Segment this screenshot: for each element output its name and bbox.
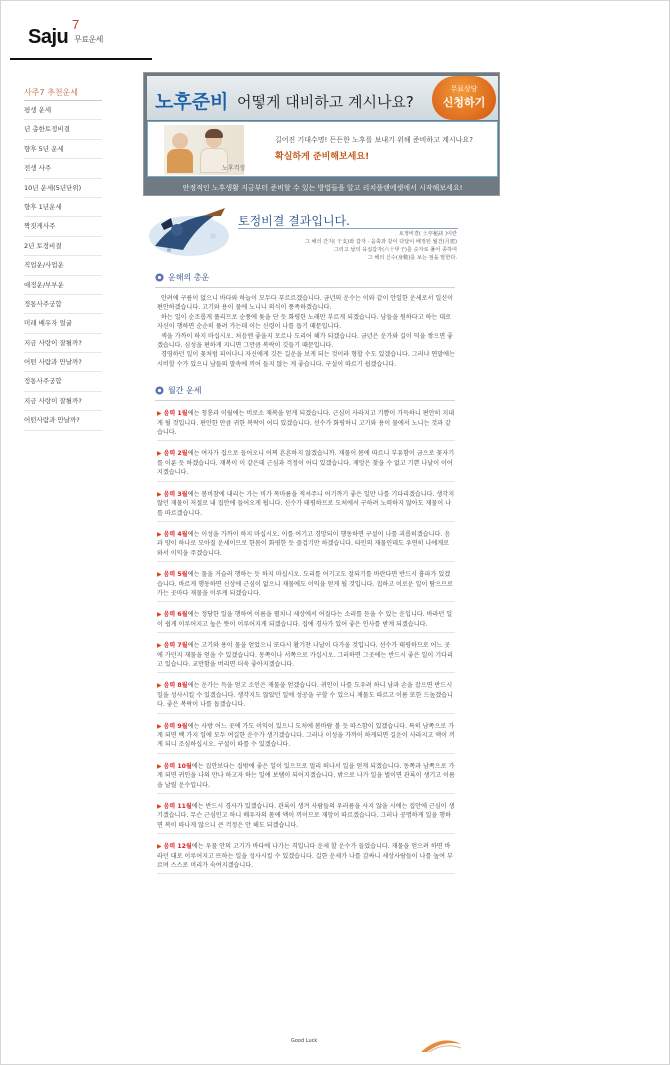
banner-middle: [147, 121, 498, 177]
section-title-total-text: 운해의 총운: [168, 272, 210, 282]
consult-apply-button[interactable]: [432, 76, 496, 120]
month-text: 에는 물을 거슬러 행하는 듯 하지 마십시오. 도리를 어기고도 잘되기를 바란다면 반드시 흉파가 있겠습니다. 바르게 행동하면 신상에 근심이 없으니 재물에도 이익을 얻게 될 것입니다. 집하고 이로운 일이 탐으므로 가는 곳마다 재물을 이루게 되겠습니다.: [157, 571, 453, 597]
sidebar-item[interactable]: 정통사주궁합: [24, 295, 102, 314]
info-line: 그 해의 신수(身數)를 보는 점을 말한다.: [367, 255, 457, 261]
month-divider: [157, 793, 455, 794]
month-divider: [157, 873, 455, 874]
section-title-monthly: [155, 383, 463, 397]
month-fortune-item: [157, 842, 455, 874]
arrow-bullet-icon: ▶: [157, 722, 164, 730]
couple-photo: [164, 125, 244, 175]
month-text: 에는 집안보다는 집밖에 좋은 일이 있으므로 멀리 떠나서 일을 얻게 되겠습니다. 동쪽과 남쪽으로 가게 되면 귀인을 나의 만나 하고자 하는 일에 보탬이 되어지겠습니다. 밖으로 나가 일을 벌이면 관록이 생기고 이름을 날릴 운수입니다.: [157, 762, 455, 789]
woman-hair: [205, 129, 223, 138]
month-fortune-item: [157, 530, 455, 562]
arrow-bullet-icon: ▶: [157, 843, 164, 851]
month-divider: [157, 481, 455, 482]
arrow-bullet-icon: ▶: [157, 490, 164, 498]
month-divider: [157, 440, 455, 441]
month-fortune-item: [157, 762, 455, 794]
month-text: 에는 여자가 집으로 들어오니 어찌 흔흔하지 않겠습니까. 재물이 몸에 따르니 부유함이 금으로 꽃자기를 이룬 듯 하겠습니다. 재복이 이 같은데 근심과 걱정이 어디 있겠습니다. 재앙은 찾을 수 없고 기쁜 나날이 이어지겠습니다.: [157, 450, 455, 477]
sidebar-item[interactable]: 2년 토정비결: [24, 237, 102, 256]
sidebar-item[interactable]: 짝짓게사주: [24, 217, 102, 236]
month-divider: [157, 601, 455, 602]
month-text: 에는 봄비참에 내리는 가는 비가 목마름을 적셔주니 어기까기 좋은 일만 나를 기다리겠습니다. 생각지 않던 재물이 저절로 내 집안에 들어오게 됩니다. 신수가 태평하므로 도처에서 구하려 노력하지 않아도 재물이 나를 따르겠습니다.: [157, 490, 455, 517]
arrow-bullet-icon: ▶: [157, 682, 164, 690]
result-header: [143, 202, 463, 264]
section-title-total: [155, 270, 463, 284]
month-divider: [157, 833, 455, 834]
arrow-bullet-icon: ▶: [157, 450, 164, 458]
banner-title-main: 노후준비: [155, 91, 229, 113]
month-fortune-item: [157, 802, 455, 834]
month-divider: [157, 521, 455, 522]
month-text: 에는 정당한 일을 행하여 이름을 펼치니 세상에서 어질다는 소리를 듣을 수 있는 운입니다. 바라던 일이 쉽게 이루어지고 높은 뜻이 이루어지게 되겠습니다. 집에 경사가 있어 좋은 인사를 받게 되겠습니다.: [157, 611, 453, 628]
month-label: 음력 5월: [163, 571, 188, 579]
info-line: 토정비결( 土亭秘訣 )이란: [398, 231, 457, 237]
sidebar-title: 사주7 추천운세: [24, 85, 102, 101]
month-text: 에는 고기와 용이 물을 얻었으니 또다시 활기찬 나날이 다가올 것입니다. 선수가 태평하므로 어느 곳에 가던지 재물을 얻을 수 있겠습니다. 동쪽이나 서쪽으로 가십시오. 그러하면 그곳에는 반드시 좋은 일이 기다리고 있습니다. 교만함을 버리면 더욱 좋아지겠습니다.: [157, 642, 453, 668]
monthly-list: [143, 409, 463, 874]
sidebar-item[interactable]: 정통사주궁합: [24, 372, 102, 391]
month-label: 음력 4월: [163, 530, 188, 538]
sidebar-item[interactable]: 평생 운세: [24, 101, 102, 120]
month-text: 에는 이성을 가까이 하지 마십시오. 이를 어기고 경망되이 행동하면 구설이 나를 괴롭히겠습니다. 음과 양이 하나로 모아질 운세이므로 한몸이 화평한 듯 즐겁기만 하겠습니다. 타인의 재물인데도 우연히 나에게로 와서 이익을 주겠습니다.: [157, 530, 451, 557]
header-divider: [10, 58, 152, 60]
banner-bottom-text: 안정적인 노후생활 지금부터 준비할 수 있는 방법들을 알고 리치플랜에셋에서 시작해보세요!: [182, 184, 463, 192]
logo-seven: 7: [72, 17, 79, 32]
month-label: 음력 3월: [163, 490, 188, 498]
month-label: 음력 12월: [163, 843, 192, 851]
month-divider: [157, 713, 455, 714]
month-label: 음력 1월: [163, 410, 188, 418]
sidebar-item[interactable]: 년 총한토정비결: [24, 120, 102, 139]
month-text: 에는 청룡과 이월에는 비로소 재복을 얻게 되겠습니다. 근심이 사라지고 기쁨이 가득하니 편안히 지내게 될 것입니다. 편안한 만큼 귀한 복락이 어디 있겠습니다. 선수가 화평하니 고기와 용이 물에서 노니는 것과 같습니다.: [157, 410, 455, 437]
arrow-bullet-icon: ▶: [157, 762, 164, 770]
month-label: 음력 10월: [163, 762, 192, 770]
result-footer: [143, 1034, 463, 1054]
total-paragraph: 하는 일이 순조롭게 풀리므로 순풍에 돛을 단 듯 화평한 노래만 부르게 되겠습니다. 남들을 원하다고 하는 대로 자신이 행하면 순순히 풀려 가는데 이는 신령이 나를 돕기 때문입니다.: [157, 313, 452, 331]
banner-signature: 노후걱정: [222, 165, 246, 172]
result-info: [305, 230, 457, 262]
result-title: 토정비결 결과입니다.: [238, 214, 350, 228]
sidebar-item[interactable]: 직업운/사업운: [24, 256, 102, 275]
month-label: 음력 11월: [163, 803, 192, 811]
month-fortune-item: [157, 610, 455, 633]
total-fortune-text: [157, 294, 455, 369]
badge-top-label: 무료상담: [450, 85, 478, 93]
man-figure: [167, 149, 193, 173]
sidebar-item[interactable]: 지금 사랑이 잘될까?: [24, 334, 102, 353]
section-divider: [155, 287, 455, 288]
month-divider: [157, 753, 455, 754]
brush-calligraphy-icon: [147, 206, 231, 258]
flower-bullet-icon: [155, 273, 164, 282]
month-label: 음력 9월: [163, 722, 188, 730]
banner-line2: 확실하게 준비해보세요!: [275, 152, 370, 162]
sidebar-item[interactable]: 향후 5년 운세: [24, 140, 102, 159]
month-fortune-item: [157, 681, 455, 713]
banner-top: [147, 76, 498, 120]
info-line: 그리고 날의 육십갑자(六十甲子)를 숫자로 풀어 종하여: [333, 247, 457, 253]
month-label: 음력 8월: [163, 682, 188, 690]
arrow-bullet-icon: ▶: [157, 530, 164, 538]
sidebar-item[interactable]: 전생 사주: [24, 159, 102, 178]
month-fortune-item: [157, 722, 455, 754]
month-label: 음력 6월: [163, 611, 188, 619]
info-line: 그 해의 간지( 干支)와 갑자 · 음축과 같이 다달이 배정된 월건(月建): [304, 239, 457, 245]
sidebar-item[interactable]: 어떤사람과 만날까?: [24, 411, 102, 430]
site-header: [0, 0, 670, 62]
man-head: [172, 133, 188, 149]
sidebar-item[interactable]: 지금 사랑이 잘될까?: [24, 392, 102, 411]
sidebar-item[interactable]: 애정운/부부운: [24, 276, 102, 295]
month-fortune-item: [157, 490, 455, 522]
sidebar-item[interactable]: 향후 1년운세: [24, 198, 102, 217]
swirl-ornament-icon: [419, 1034, 463, 1054]
banner-line1: 길어진 기대수명! 든든한 노후를 보내기 위해 준비하고 계시나요?: [275, 136, 473, 144]
month-fortune-item: [157, 570, 455, 602]
site-logo[interactable]: [28, 17, 103, 49]
month-fortune-item: [157, 409, 455, 441]
month-text: 에는 반드시 경사가 있겠습니다. 관록이 생겨 사람들의 우러름을 사지 않을 시에는 집안에 근심이 생기겠습니다. 무슨 근심인고 하니 배우자의 몸에 액이 끼이므로 재앙이 따르겠습니다. 그러나 공명하게 일을 행하면 복이 따나게 않으니 큰 걱정은 안 해도 되겠습니다.: [157, 803, 455, 829]
title-underline: [238, 228, 458, 229]
arrow-bullet-icon: ▶: [157, 571, 164, 579]
month-text: 에는 사방 어느 곳에 가도 이익이 있으니 도처에 봄바람 볼 듯 따스함이 있겠습니다. 특히 남쪽으로 가게 되면 백 가지 일에 모두 여길한 운수가 생기겠습니다. 그러나 이성을 가까이 하게되면 길운이 사라지고 액이 끼게 되니 조심하십시오. 구설이 따를 수 있겠습니다.: [157, 722, 455, 749]
arrow-bullet-icon: ▶: [157, 642, 164, 650]
section-title-monthly-text: 월간 운세: [168, 385, 202, 395]
result-content: [143, 202, 463, 1054]
month-fortune-item: [157, 641, 455, 673]
logo-text: Saju: [28, 26, 69, 48]
total-paragraph: 경영하던 일이 꽃처럼 피어나니 자신에게 깃든 길운을 보게 되는 것이라 형할 수도 있겠습니다. 그러나 연말에는 시비할 수가 있으니 남들의 말속에 끼어 들지 않는 게 좋습니다. 구설이 따르기 쉽겠습니다.: [157, 351, 455, 368]
logo-subtitle: 무료운세: [74, 35, 103, 44]
sidebar-item[interactable]: 미래 배우자 얼굴: [24, 314, 102, 333]
month-label: 음력 2월: [163, 450, 188, 458]
total-paragraph: 색을 가까이 하지 마십시오. 처음엔 좋을지 모르나 도리어 해가 되겠습니다. 금년은 운가와 길이 덕을 쌓으면 좋겠습니다. 심성을 편하게 지니면 그만큼 복락이 깃들기 때문입니다.: [157, 332, 453, 350]
sidebar-item[interactable]: 어떤 사람과 만날까?: [24, 353, 102, 372]
month-divider: [157, 632, 455, 633]
arrow-bullet-icon: ▶: [157, 410, 164, 418]
month-label: 음력 7월: [163, 642, 188, 650]
sidebar-item[interactable]: 10년 운세(5년단위): [24, 179, 102, 198]
flower-bullet-icon: [155, 386, 164, 395]
month-fortune-item: [157, 449, 455, 481]
arrow-bullet-icon: ▶: [157, 611, 164, 619]
total-paragraph: 안려에 구름이 없으니 바다와 하늘이 모두다 푸르르겠습니다. 금년의 운수는 이와 같이 안일한 운세로서 일신이 편안하겠습니다. 고기와 용이 물에 노니니 의식이 풍족하겠습니다.: [157, 295, 454, 312]
month-text: 에는 운가는 득을 얻고 소인은 재물을 얻겠습니다. 귀인이 나를 도우려 하니 남과 손을 잡으면 반드시 일을 성사시킬 수 있겠습니다. 생각지도 않았던 일에 성공을 구할 수 있으니 재물도 따르고 이름 또한 드높겠습니다. 좋은 복락이 나를 돕겠습니다.: [157, 682, 453, 709]
month-divider: [157, 561, 455, 562]
good-luck-text: Good Luck: [291, 1038, 318, 1044]
sidebar: [24, 85, 102, 431]
arrow-bullet-icon: ▶: [157, 803, 164, 811]
banner-title-rest: 어떻게 대비하고 계시나요?: [237, 93, 414, 111]
month-text: 에는 우물 안의 고기가 바다에 나가는 격입니다 운세 할 운수가 들었습니다. 재물을 얻으려 하면 바라던 대로 이루어지고 뜨하는 일을 성사시킬 수 있겠습니다. 길한 운세가 나를 감싸니 세상사람들이 나를 높여 부르며 스스로 머리가 숙여지겠습니다.: [157, 843, 453, 870]
month-divider: [157, 672, 455, 673]
badge-main-label: 신청하기: [442, 96, 486, 109]
section-divider: [155, 400, 455, 401]
retirement-ad-banner[interactable]: [143, 72, 500, 196]
